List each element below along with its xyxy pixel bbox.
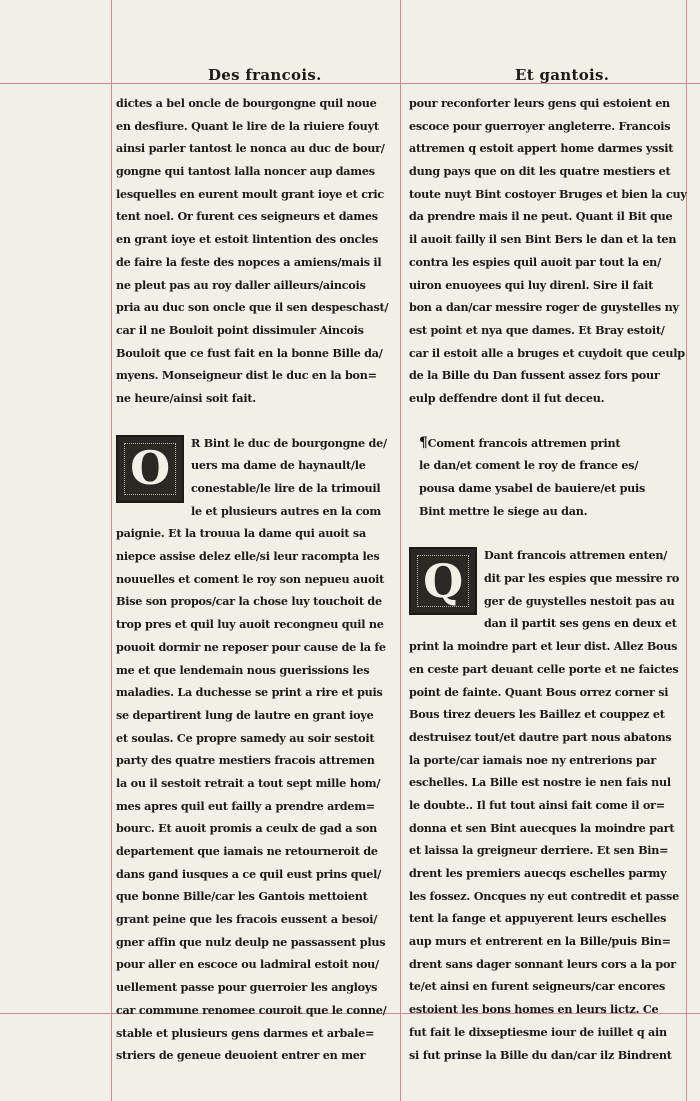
text-line: car commune renomee couroit que le conne/ [116,1002,387,1017]
text-line: stable et plusieurs gens darmes et arbale= [116,1025,375,1040]
text-line: Bise son propos/car la chose luy touchoit de [116,594,382,609]
text-line: departement que iamais ne retourneroit de [116,844,378,858]
text-line: party des quatre mestiers fracois attremen [116,753,375,768]
text-line: se departirent lung de lautre en grant ioye [116,707,374,722]
text-line: lesquelles en eurent moult grant ioye et cric [116,186,384,201]
text-line: pria au duc son oncle que il sen despeschast/ [116,300,389,315]
text-line: ¶ Coment francois attremen print [419,432,687,455]
text-line: nouuelles et coment le roy son nepueu auoit [116,571,385,586]
text-line: mes apres quil eut failly a prendre ardem= [116,798,375,813]
text-line: R Bint le duc de bourgongne de/ [191,435,387,450]
text-line: dans gand iusques a ce quil eust prins quel/ [116,866,381,881]
text-line: pour reconforter leurs gens qui estoient en [409,96,670,110]
text-line: que bonne Bille/car les Gantois mettoient [116,889,368,904]
text-line: il auoit failly il sen Bint Bers le dan et la ten [409,232,677,247]
text-line: grant peine que les fracois eussent a besoi/ [116,912,378,927]
text-line: drent les premiers auecqs eschelles parmy [409,866,667,880]
text-line: tent la fange et appuyerent leurs eschelles [409,911,667,926]
text-line: me et que lendemain nous guerissions les [116,662,370,677]
margin-rule-left-outer [111,0,112,1101]
text-line: eschelles. La Bille est nostre ie nen fais nul [409,775,671,790]
text-line: dictes a bel oncle de bourgongne quil noue [116,96,377,110]
text-line: point de fainte. Quant Bous orrez corner si [409,684,669,699]
text-line: bourc. Et auoit promis a ceulx de gad a son [116,821,378,836]
text-line: ger de guystelles nestoit pas au [484,593,675,608]
text-line: donna et sen Bint auecques la moindre part [409,820,675,835]
text-line: et soulas. Ce propre samedy au soir sestoit [116,730,375,745]
text-line: pousa dame ysabel de bauiere/et puis [419,481,646,495]
initial-dropcap-o: O [116,435,184,503]
text-line: tent noel. Or furent ces seigneurs et dames [116,209,378,224]
text-line: Dant francois attremen enten/ [484,548,668,563]
text-line: en grant ioye et estoit lintention des oncles [116,232,378,247]
text-line: toute nuyt Bint costoyer Bruges et bien la cuy [409,186,687,201]
text-line: maladies. La duchesse se print a rire et puis [116,685,383,700]
text-line: da prendre mais il ne peut. Quant il Bit que [409,209,673,224]
right-paragraph-2 [409,544,687,635]
text-line: trop pres et quil luy auoit recongneu quil ne [116,617,384,632]
text-line: dan il partit ses gens en deux et [484,616,677,631]
text-line: les fossez. Oncques ny eut contredit et passe [409,888,679,903]
text-line: ne heure/ainsi soit fait. [116,390,256,405]
text-line: le doubte.. Il fut tout ainsi fait come il or= [409,797,665,812]
initial-dropcap-q: Q [409,547,477,615]
text-line: aup murs et entrerent en la Bille/puis Bin= [409,934,671,949]
text-line: de la Bille du Dan fussent assez fors pour [409,368,660,383]
text-line: pour aller en escoce ou ladmiral estoit nou/ [116,957,379,972]
text-line: est point et nya que dames. Et Bray estoit/ [409,322,665,337]
text-line: de faire la feste des nopces a amiens/mais il [116,254,382,269]
right-column [409,92,687,1066]
text-line: gner affin que nulz deulp ne passassent plus [116,934,386,949]
text-line: en desfiure. Quant le lire de la riuiere fouyt [116,118,379,133]
text-line: dit par les espies que messire ro [484,571,680,586]
text-line: et laissa la greigneur derriere. Et sen Bin= [409,843,669,858]
text-line: contra les espies quil auoit par tout la en/ [409,254,661,269]
text-line: bon a dan/car messire roger de guystelles ny [409,300,679,315]
margin-rule-center [400,0,401,1101]
text-line: gongne qui tantost lalla noncer aup dames [116,164,375,179]
text-line: car il estoit alle a bruges et cuydoit que ceulp [409,345,685,360]
text-line: ainsi parler tantost le nonca au duc de bour/ [116,141,385,156]
text-line: la porte/car iamais noe ny entrerions par [409,752,657,767]
text-line: escoce pour guerroyer angleterre. Francois [409,118,671,133]
text-line: le et plusieurs autres en la com [191,503,381,518]
text-line: car il ne Bouloit point dissimuler Aincois [116,322,364,337]
text-line: ne pleut pas au roy daller ailleurs/aincois [116,277,366,292]
left-paragraph-1 [116,92,394,410]
right-paragraph-1 [409,92,687,410]
right-paragraph-2-body [409,635,687,1066]
text-line: si fut prinse la Bille du dan/car ilz Bindrent [409,1047,672,1062]
text-line: paignie. Et la trouua la dame qui auoit sa [116,526,366,541]
chapter-heading [409,432,687,523]
text-line: fut fait le dixseptiesme iour de iuillet q ain [409,1024,667,1039]
text-line: myens. Monseigneur dist le duc en la bon= [116,368,377,383]
text-line: Bouloit que ce fust fait en la bonne Bille da/ [116,345,383,360]
text-line: uiron enuoyees qui luy direnl. Sire il fait [409,277,654,292]
text-line: uellement passe pour guerroier les angloys [116,980,378,995]
running-header-right: Et gantois. [515,66,610,84]
running-header-left: Des francois. [208,66,322,84]
text-line: drent sans dager sonnant leurs cors a la por [409,956,676,971]
text-line: pouoit dormir ne reposer pour cause de la fe [116,639,386,654]
text-line: la ou il sestoit retrait a tout sept mille hom/ [116,775,381,790]
text-line: eulp deffendre dont il fut deceu. [409,390,605,405]
text-line: estoient les bons homes en leurs lictz. Ce [409,1002,659,1017]
left-column [116,92,394,1067]
text-line: dung pays que on dit les quatre mestiers et [409,164,671,179]
text-line: destruisez tout/et dautre part nous abatons [409,729,672,744]
text-line: Bous tirez deuers les Baillez et couppez et [409,707,665,722]
text-line: uers ma dame de haynault/le [191,458,366,473]
text-line: niepce assise delez elle/si leur racompta les [116,549,380,564]
text-line: attremen q estoit appert home darmes yssit [409,141,674,156]
left-paragraph-2 [116,432,394,523]
text-line: print la moindre part et leur dist. Allez Bous [409,639,678,654]
text-line: le dan/et coment le roy de france es/ [419,458,639,473]
left-paragraph-2-body [116,522,394,1067]
text-line: conestable/le lire de la trimouil [191,481,381,495]
text-line: en ceste part deuant celle porte et ne faictes [409,661,679,676]
text-line: Bint mettre le siege au dan. [419,503,588,518]
text-line: striers de geneue deuoient entrer en mer [116,1048,366,1063]
text-line: te/et ainsi en furent seigneurs/car encores [409,979,666,994]
